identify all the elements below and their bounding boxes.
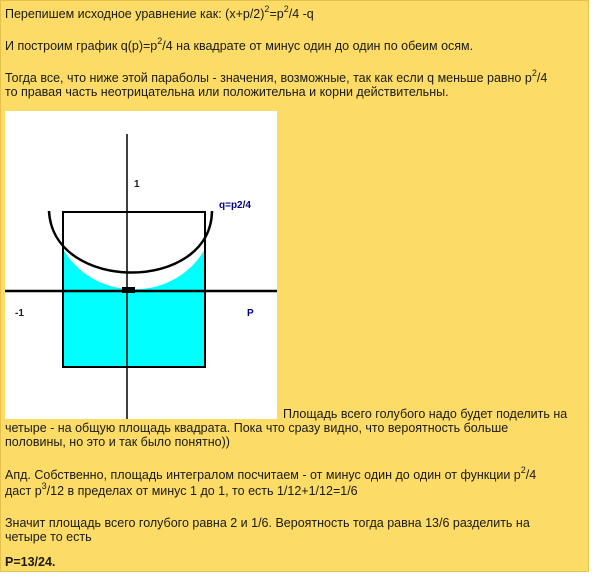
text-line-8 xyxy=(5,464,537,482)
answer-line: P=13/24. xyxy=(5,555,56,569)
parabola-figure xyxy=(5,111,277,419)
text-fragment: /12 в пределах от минус 1 до 1, то есть 1/12+1/12=1/6 xyxy=(46,484,358,498)
superscript: 2 xyxy=(283,3,289,14)
text-line-9 xyxy=(5,480,358,498)
text-fragment: /4 xyxy=(525,468,537,482)
text-line-1 xyxy=(5,3,314,21)
label-minus-one: -1 xyxy=(15,308,24,319)
curve-label: q=p2/4 xyxy=(219,200,251,211)
label-p-axis: P xyxy=(247,308,254,319)
text-fragment: Перепишем исходное уравнение как: (x+p/2) xyxy=(5,7,265,21)
superscript: 2 xyxy=(264,3,270,14)
text-line-7: половины, но это и так было понятно)) xyxy=(5,435,230,449)
text-fragment: /4 xyxy=(536,71,548,85)
text-fragment: /4 на квадрате от минус один до один по обеим осям. xyxy=(162,39,474,53)
text-fragment: Тогда все, что ниже этой параболы - значения, возможные, так как если q меньше равно p xyxy=(5,71,532,85)
text-line-11: четыре то есть xyxy=(5,530,92,544)
superscript: 3 xyxy=(41,480,47,491)
superscript: 2 xyxy=(531,67,537,78)
label-one: 1 xyxy=(134,179,140,190)
text-fragment: /4 -q xyxy=(288,7,314,21)
text-fragment: И построим график q(p)=p xyxy=(5,39,158,53)
text-fragment: даст p xyxy=(5,484,42,498)
text-line-4: то правая часть неотрицательна или положительна и корни действительны. xyxy=(5,85,449,99)
text-line-2 xyxy=(5,35,474,53)
text-line-5: Площадь всего голубого надо будет поделить на xyxy=(283,407,568,421)
text-line-10: Значит площадь всего голубого равна 2 и 1/6. Вероятность тогда равна 13/6 разделить на xyxy=(5,516,530,530)
superscript: 2 xyxy=(520,464,526,475)
origin-marker xyxy=(122,287,135,293)
text-fragment: =p xyxy=(269,7,284,21)
text-line-6: четыре - на общую площадь квадрата. Пока что сразу видно, что вероятность больше xyxy=(5,421,509,435)
text-line-3 xyxy=(5,67,548,85)
parabola-graph xyxy=(5,111,277,419)
text-fragment: Апд. Собственно, площадь интегралом посчитаем - от минус один до один от функции p xyxy=(5,468,521,482)
superscript: 2 xyxy=(157,35,163,46)
blue-area xyxy=(63,249,205,367)
